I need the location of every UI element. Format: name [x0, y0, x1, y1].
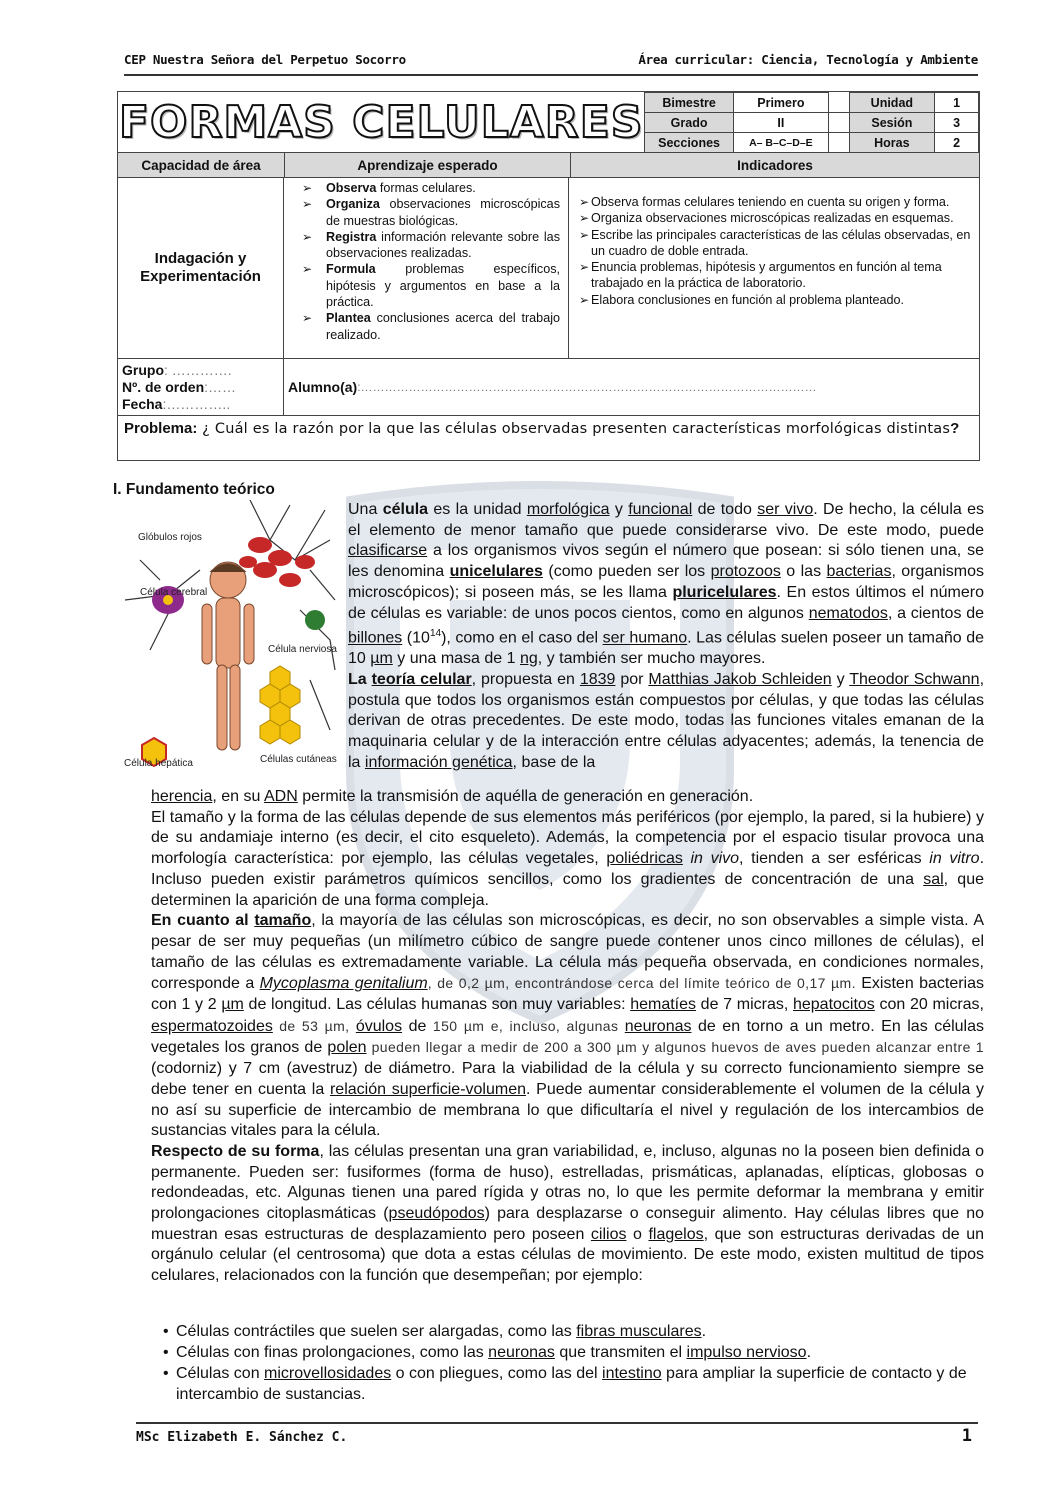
problem-text: ¿ Cuál es la razón por la que las células observadas presenten características morfológicas distintas [197, 421, 951, 437]
grado-label: Grado [645, 113, 733, 133]
indicador-item: ➢ Escribe las principales características de las células observadas, en un cuadro de doble entrada. [579, 227, 971, 260]
student-row [118, 359, 979, 416]
link-schwann[interactable]: Theodor Schwann [849, 670, 980, 688]
author: MSc Elizabeth E. Sánchez C. [136, 1430, 348, 1445]
sesion-label: Sesión [849, 113, 935, 133]
link-hematies[interactable]: hematíes [630, 996, 696, 1014]
link-fibras-musculares[interactable]: fibras musculares [576, 1323, 702, 1340]
section-title: I. Fundamento teórico [113, 481, 275, 498]
link-herencia[interactable]: herencia [151, 788, 213, 805]
label-hepatica: Célula hepática [124, 758, 193, 769]
link-morfologica[interactable]: morfológica [526, 501, 610, 518]
link-polen[interactable]: polen [327, 1039, 367, 1057]
link-microvellosidades[interactable]: microvellosidades [264, 1365, 392, 1382]
link-espermatozoides[interactable]: espermatozoides [151, 1017, 273, 1035]
alumno-label: Alumno(a) [288, 379, 358, 395]
list-item: • Células con finas prolongaciones, como las neuronas que transmiten el impulso nervioso. [163, 1342, 983, 1363]
link-ovulos[interactable]: óvulos [355, 1017, 403, 1035]
label-globulos: Glóbulos rojos [138, 532, 202, 543]
label-cutaneas: Células cutáneas [260, 754, 337, 765]
alumno-field[interactable]: :…………………………………………………………………………………………………… [357, 380, 817, 394]
unidad-label: Unidad [849, 93, 935, 113]
session-info [644, 92, 979, 153]
link-1839[interactable]: 1839 [579, 670, 616, 688]
secciones-value: A– B–C–D–E [733, 133, 828, 153]
title-row [118, 92, 979, 153]
link-billones[interactable]: billones [348, 629, 403, 647]
link-mycoplasma[interactable]: Mycoplasma genitalium [259, 975, 428, 993]
sesion-value: 3 [935, 113, 979, 133]
link-nematodos[interactable]: nematodos [808, 604, 888, 622]
col-capacidad: Capacidad de área [118, 153, 285, 177]
page-number: 1 [961, 1426, 972, 1446]
link-poliedricas[interactable]: poliédricas [606, 850, 683, 868]
list-item: • Células con microvellosidades o con pliegues, como las del intestino para ampliar la superficie de contacto y de intercambio de sustancias. [163, 1363, 983, 1405]
col-aprendizaje: Aprendizaje esperado [285, 153, 571, 177]
col-indicadores: Indicadores [737, 157, 813, 173]
aprendizaje-cell [284, 178, 569, 358]
link-cilios[interactable]: cilios [590, 1225, 627, 1243]
student-name [284, 359, 979, 415]
paragraph-intro: Una célula es la unidad morfológica y funcional de todo ser vivo. De hecho, la célula es el elemento de menor tamaño que puede considerarse vivo. De este modo, puede clasificarse a los organismos vivos según el número que posean: si sólo tienen una, se les denomina unicelulares (como pueden ser los protozoos o las bacterias, organismos microscópicos); si poseen más, se les llama pluricelulares. En estos últimos el número de células es variable: de unos pocos cientos, como en algunos nematodos, a cientos de billones $(10^{14})$, como en el caso del ser humano. Las células suelen poseer un tamaño de 10 µm y una masa de 1 ng, y también ser mucho mayores. La teoría celular, propuesta en 1839 por Matthias Jakob Schleiden y Theodor Schwann, postula que todos los organismos están compuestos por células, y que todas las células derivan de otras precedentes. De este modo, todas las funciones vitales emanan de la maquinaria celular y de la interacción entre células adyacentes; además, la tenencia de la información genética, base de la [348, 501, 985, 771]
aprendizaje-item: ➢ Plantea conclusiones acerca del trabajo realizado. [292, 310, 560, 343]
link-pluricelulares[interactable]: pluricelulares [672, 583, 777, 601]
link-teoria-celular[interactable]: teoría celular [371, 670, 472, 688]
link-um[interactable]: µm [370, 650, 393, 668]
indicador-item: ➢ Enuncia problemas, hipótesis y argumentos en función al tema trabajado en la práctica de laboratorio. [579, 259, 971, 292]
indicador-item: ➢ Observa formas celulares teniendo en cuenta su origen y forma. [579, 194, 971, 210]
link-ser-humano[interactable]: ser humano [602, 629, 688, 647]
link-bacterias[interactable]: bacterias [826, 563, 892, 581]
spacer [829, 133, 850, 153]
problem-statement: Problema: ¿ Cuál es la razón por la que las células observadas presenten características morfológicas distintas? [124, 420, 960, 437]
link-impulso-nervioso[interactable]: impulso nervioso [686, 1344, 807, 1361]
secciones-label: Secciones [645, 133, 733, 153]
page-title: FORMAS CELULARES [118, 96, 644, 148]
orden-label: Nº. de orden [122, 379, 205, 395]
columns-header [118, 153, 979, 178]
label-cerebral: Célula cerebral [140, 587, 208, 598]
link-clasificarse[interactable]: clasificarse [348, 542, 428, 560]
link-ser-vivo[interactable]: ser vivo [757, 501, 814, 518]
horas-label: Horas [849, 133, 935, 153]
capacidad-cell: Indagación y Experimentación [118, 178, 284, 358]
link-um-2[interactable]: µm [221, 996, 244, 1014]
link-informacion-genetica[interactable]: información genética [364, 753, 513, 771]
unidad-value: 1 [935, 93, 979, 113]
fecha-label: Fecha [122, 396, 163, 412]
spacer [829, 113, 850, 133]
link-adn[interactable]: ADN [263, 788, 298, 805]
link-unicelulares[interactable]: unicelulares [449, 563, 543, 581]
aprendizaje-item: ➢ Observa formas celulares. [292, 180, 560, 196]
bimestre-value: Primero [733, 93, 828, 113]
link-pseudopodos[interactable]: pseudópodos [388, 1205, 485, 1223]
page-footer [136, 1422, 978, 1450]
grupo-label: Grupo [122, 362, 164, 378]
link-schleiden[interactable]: Matthias Jakob Schleiden [648, 670, 832, 688]
bimestre-label: Bimestre [645, 93, 733, 113]
link-neuronas-2[interactable]: neuronas [488, 1344, 555, 1361]
link-flagelos[interactable]: flagelos [648, 1225, 704, 1243]
indicador-item: ➢ Elabora conclusiones en función al problema planteado. [579, 292, 971, 308]
aprendizaje-item: ➢ Formula problemas específicos, hipótesis y argumentos en base a la práctica. [292, 261, 560, 310]
link-tamano[interactable]: tamaño [254, 912, 312, 930]
aprendizaje-item: ➢ Organiza observaciones microscópicas de muestras biológicas. [292, 196, 560, 229]
page-header [124, 52, 978, 76]
orden-field[interactable]: :…… [204, 379, 237, 395]
competency-row [118, 178, 979, 359]
link-relacion-superficie-volumen[interactable]: relación superficie-volumen [329, 1080, 527, 1098]
link-intestino[interactable]: intestino [602, 1365, 662, 1382]
link-hepatocitos[interactable]: hepatocitos [792, 996, 875, 1014]
link-protozoos[interactable]: protozoos [710, 563, 781, 581]
grado-value: II [733, 113, 828, 133]
link-funcional[interactable]: funcional [628, 501, 693, 518]
link-sal[interactable]: sal [923, 870, 944, 888]
label-nerviosa: Célula nerviosa [268, 644, 337, 655]
spacer [829, 93, 850, 113]
horas-value: 2 [935, 133, 979, 153]
cell-types-illustration [120, 500, 340, 776]
fecha-field[interactable]: :………….. [162, 396, 231, 412]
session-table [117, 91, 980, 461]
list-item: • Células contráctiles que suelen ser alargadas, como las fibras musculares. [163, 1321, 983, 1342]
cell-type-list [163, 1321, 983, 1405]
link-ng[interactable]: ng [519, 650, 538, 668]
problem-label: Problema: [124, 420, 198, 437]
curricular-area: Área curricular: Ciencia, Tecnología y Ambiente [638, 52, 978, 67]
indicador-item: ➢ Organiza observaciones microscópicas realizadas en esquemas. [579, 210, 971, 226]
school-name: CEP Nuestra Señora del Perpetuo Socorro [124, 52, 406, 67]
paragraph-body: herencia, en su ADN permite la transmisión de aquélla de generación en generación. El tamaño y la forma de las células depende de sus elementos más periféricos (por ejemplo, la pared, si la hubiere) y de su andamiaje interno (es decir, el cito esqueleto). Además, la competencia por el espacio tisular provoca una morfología característica: por ejemplo, las células vegetales, poliédricas in vivo, tienden a ser esféricas in vitro. Incluso pueden existir parámetros químicos sencillos, como los gradientes de concentración de una sal, que determinen la aparición de una forma compleja. En cuanto al tamaño, la mayoría de las células son microscópicas, es decir, no son observables a simple vista. A pesar de ser muy pequeñas (un milímetro cúbico de sangre puede contener unos cinco millones de células), el tamaño de las células es extremadamente variable. La célula más pequeña observada, en condiciones normales, corresponde a Mycoplasma genitalium, de 0,2 µm, encontrándose cerca del límite teórico de 0,17 µm. Existen bacterias con 1 y 2 µm de longitud. Las células humanas son muy variables: hematíes de 7 micras, hepatocitos con 20 micras, espermatozoides de 53 µm, óvulos de 150 µm e, incluso, algunas neuronas de en torno a un metro. En las células vegetales los granos de polen pueden llegar a medir de 200 a 300 µm y algunos huevos de aves pueden alcanzar entre 1 (codorniz) y 7 cm (avestruz) de diámetro. Para la viabilidad de la célula y su correcto funcionamiento siempre se debe tener en cuenta la relación superficie-volumen. Puede aumentar considerablemente el volumen de la célula y no así su superficie de intercambio de membrana lo que dificultaría el nivel y regulación de los intercambios de sustancias vitales para la célula. Respecto de su forma, las células presentan una gran variabilidad, e, incluso, algunas no la poseen bien definida o permanente. Pueden ser: fusiformes (forma de huso), estrelladas, prismáticas, aplanadas, elípticas, globosas o redondeadas, etc. Algunas tienen una pared rígida y otras no, lo que les permite deformar la membrana y emitir prolongaciones citoplasmáticas (pseudópodos) para desplazarse o conseguir alimento. Hay células libres que no muestran esas estructuras de desplazamiento pero poseen cilios o flagelos, que son estructuras derivadas de un orgánulo celular (el centrosoma) que dota a estas células de movimiento. De este modo, existen multitud de tipos celulares, relacionados con la función que desempeñan; por ejemplo: [151, 788, 985, 1285]
grupo-field[interactable]: : …………. [164, 362, 232, 378]
student-meta [118, 359, 284, 415]
indicadores-cell [569, 178, 979, 358]
link-neuronas[interactable]: neuronas [624, 1017, 692, 1035]
aprendizaje-item: ➢ Registra información relevante sobre las observaciones realizadas. [292, 229, 560, 262]
